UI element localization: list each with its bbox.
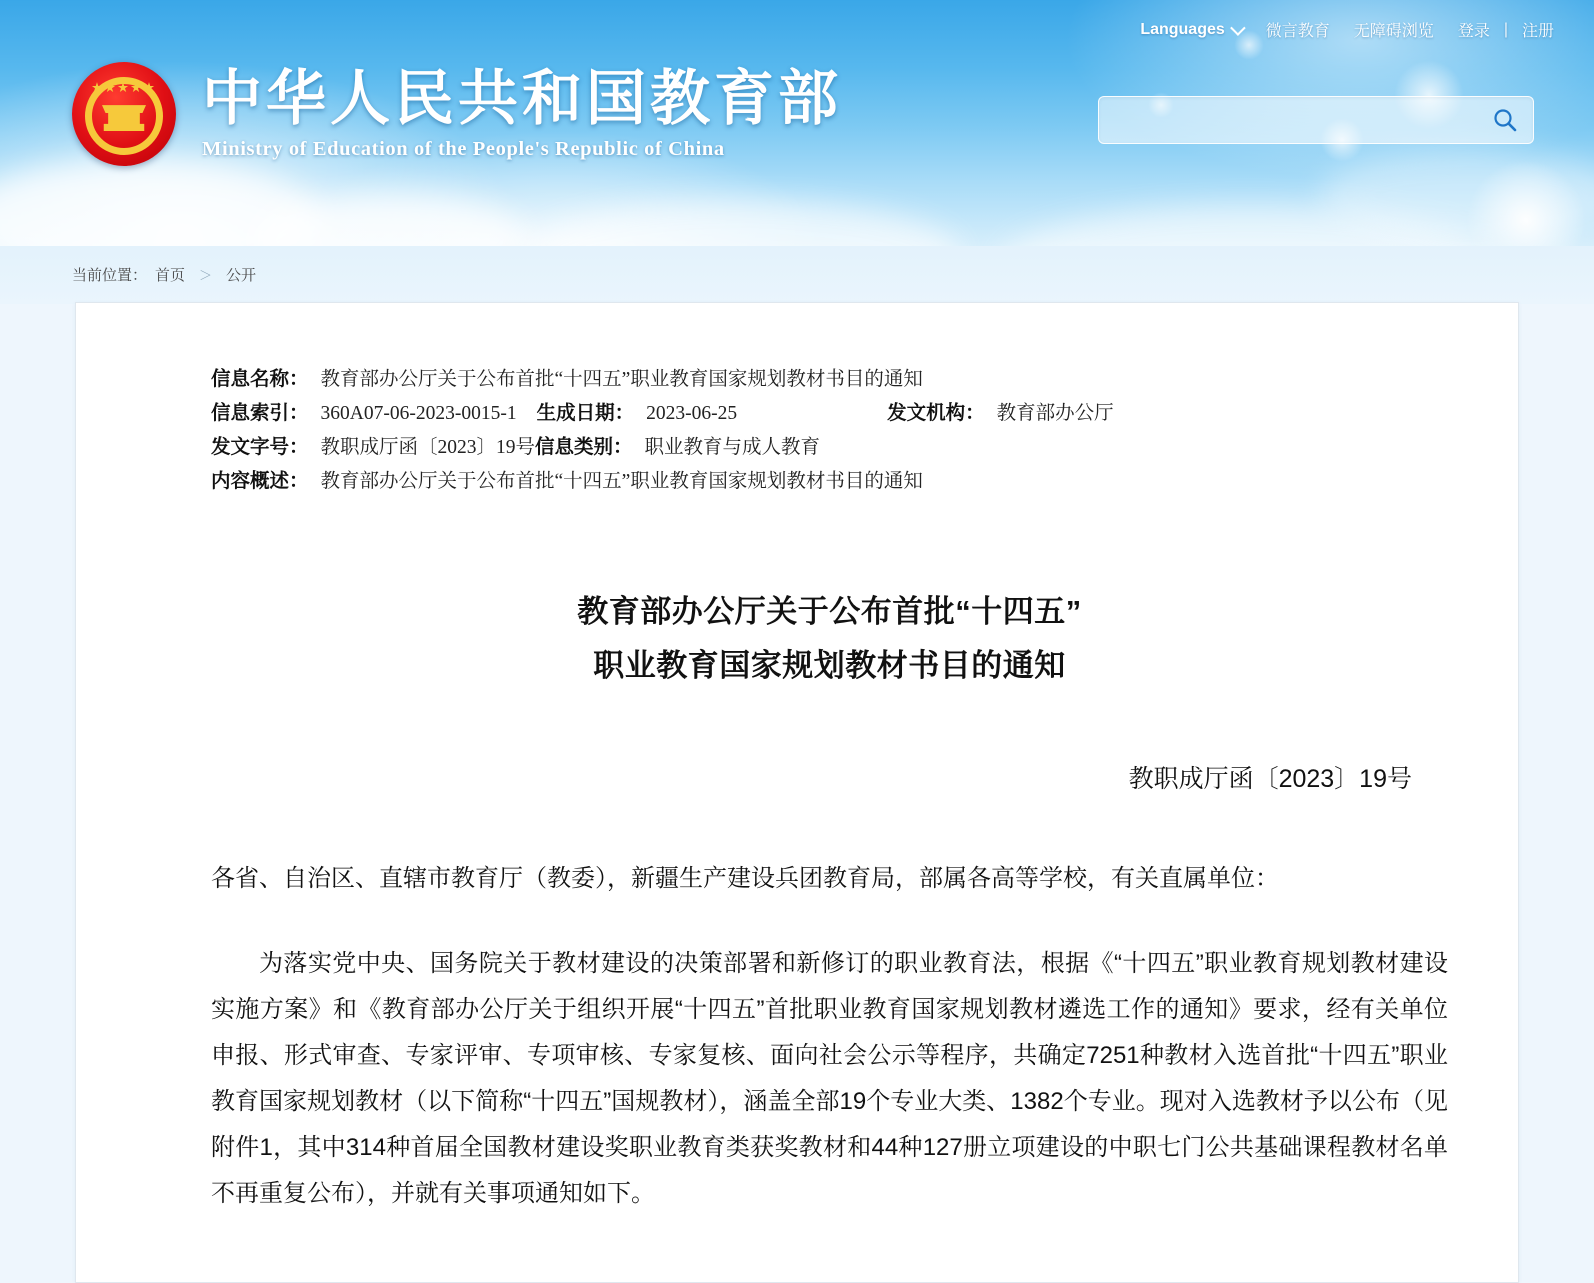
meta-label-index: 信息索引： <box>211 403 309 424</box>
site-header-banner <box>0 0 1594 246</box>
meta-label-summary: 内容概述： <box>211 471 309 492</box>
nav-item-login[interactable] <box>1446 18 1502 41</box>
chevron-down-icon <box>1230 20 1246 36</box>
meta-label-issuer: 发文机构： <box>887 403 985 424</box>
meta-row-name <box>211 363 1448 397</box>
cloud-decoration <box>520 200 960 246</box>
nav-item-label: 注册 <box>1521 23 1554 40</box>
national-emblem-icon <box>72 62 176 166</box>
breadcrumb-item-home[interactable]: 首页 <box>155 267 186 284</box>
nav-separator: | <box>1503 20 1508 38</box>
meta-value-created: 2023-06-25 <box>646 403 738 424</box>
meta-label-docno: 发文字号： <box>211 437 309 458</box>
meta-value-issuer: 教育部办公厅 <box>996 403 1114 424</box>
nav-item-label: 无障碍浏览 <box>1353 23 1434 40</box>
search-icon <box>1492 107 1518 133</box>
breadcrumb <box>72 264 256 285</box>
nav-item-weiyan-jiaoyu[interactable] <box>1254 18 1342 41</box>
document-card <box>75 302 1519 1283</box>
search-button[interactable] <box>1477 97 1533 143</box>
document-number: 教职成厅函〔2023〕19号 <box>1128 765 1412 793</box>
meta-value-summary: 教育部办公厅关于公布首批“十四五”职业教育国家规划教材书目的通知 <box>320 471 923 492</box>
breadcrumb-item-public[interactable]: 公开 <box>226 267 257 284</box>
breadcrumb-bar <box>0 246 1594 304</box>
site-title-chinese: 中华人民共和国教育部 <box>202 66 842 133</box>
site-search[interactable] <box>1098 96 1534 144</box>
page-title-line-2: 职业教育国家规划教材书目的通知 <box>593 648 1066 683</box>
nav-item-label: 登录 <box>1457 23 1490 40</box>
meta-label-name: 信息名称： <box>211 369 309 390</box>
page-title <box>211 585 1448 693</box>
meta-label-created: 生成日期： <box>536 403 635 424</box>
document-metadata <box>211 363 1448 499</box>
meta-value-name: 教育部办公厅关于公布首批“十四五”职业教育国家规划教材书目的通知 <box>320 369 923 390</box>
meta-row-docno <box>211 431 1448 465</box>
nav-item-accessibility[interactable] <box>1342 18 1446 41</box>
meta-value-index: 360A07-06-2023-0015-1 <box>320 403 517 424</box>
meta-row-summary <box>211 465 1448 499</box>
meta-value-category: 职业教育与成人教育 <box>644 437 821 458</box>
meta-label-category: 信息类别： <box>535 437 633 458</box>
languages-label: Languages <box>1140 20 1225 38</box>
page-title-line-1: 教育部办公厅关于公布首批“十四五” <box>577 594 1082 629</box>
breadcrumb-prefix: 当前位置： <box>72 267 148 284</box>
languages-menu[interactable] <box>1128 21 1253 39</box>
search-input[interactable] <box>1099 97 1477 143</box>
nav-item-label: 微言教育 <box>1265 23 1330 40</box>
document-recipients: 各省、自治区、直辖市教育厅（教委），新疆生产建设兵团教育局，部属各高等学校，有关直属单位： <box>211 865 1279 892</box>
emblem-gate <box>102 105 146 131</box>
top-navigation <box>1128 18 1566 41</box>
document-paragraph-1: 为落实党中央、国务院关于教材建设的决策部署和新修订的职业教育法，根据《“十四五”职业教育规划教材建设实施方案》和《教育部办公厅关于组织开展“十四五”首批职业教育国家规划教材遴选工作的通知》要求，经有关单位申报、形式审查、专家评审、专项审核、专家复核、面向社会公示等程序，共确定7251种教材入选首批“十四五”职业教育国家规划教材（以下简称“十四五”国规教材），涵盖全部19个专业大类、1382个专业。现对入选教材予以公布（见附件1，其中314种首届全国教材建设奖职业教育类获奖教材和44种127册立项建设的中职七门公共基础课程教材名单不再重复公布），并就有关事项通知如下。 <box>211 950 1448 1207</box>
meta-row-index <box>211 397 1448 431</box>
nav-item-register[interactable] <box>1510 18 1566 41</box>
emblem-stars: ★★★★★ <box>91 82 157 94</box>
site-brand[interactable] <box>72 62 842 166</box>
site-title-english: Ministry of Education of the People's Republic of China <box>202 137 725 160</box>
breadcrumb-arrow-icon: ＞ <box>199 268 213 283</box>
meta-value-docno: 教职成厅函〔2023〕19号 <box>320 437 536 458</box>
